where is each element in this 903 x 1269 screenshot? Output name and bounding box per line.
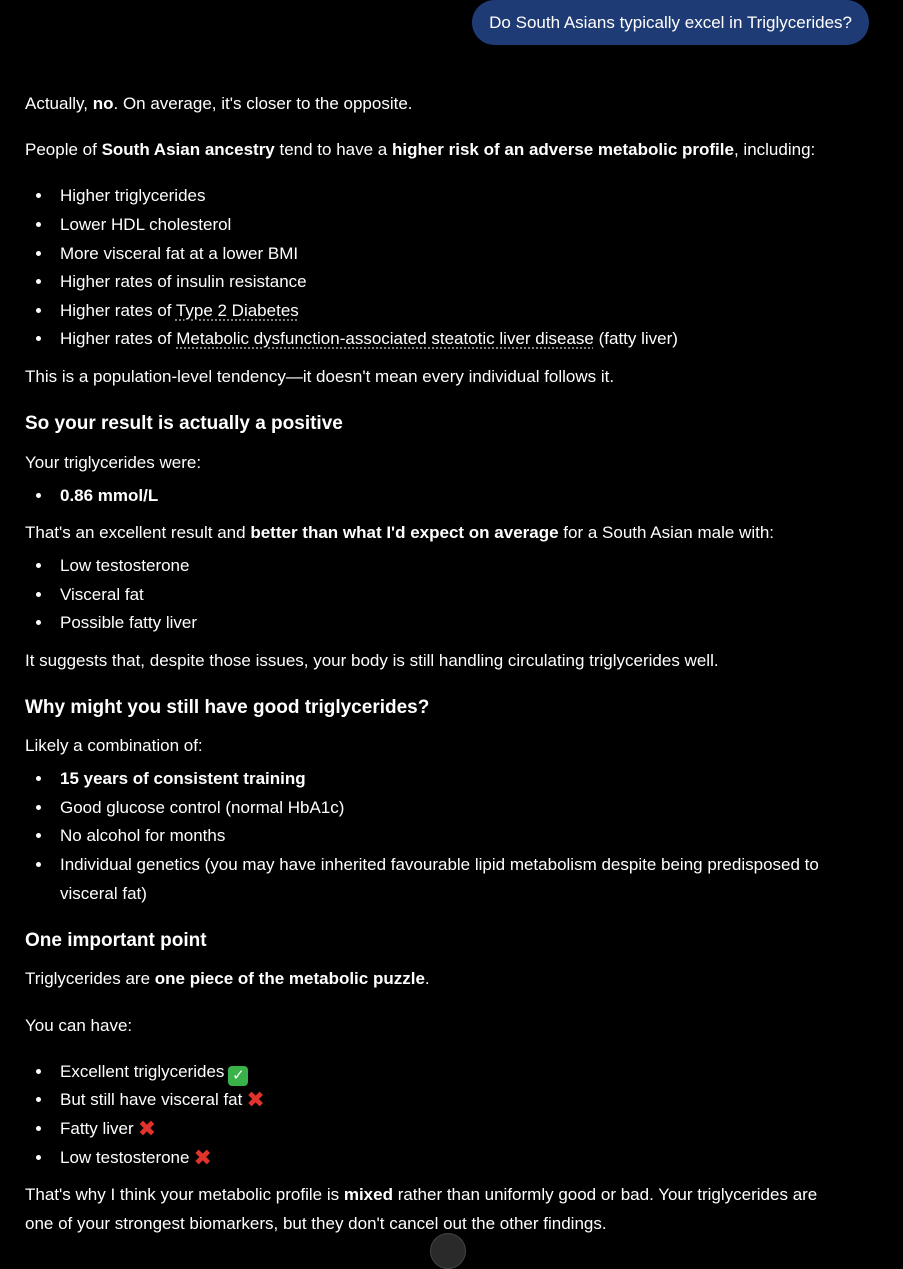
- final-text-end: rather than uniformly good or bad. Your triglycerides are: [392, 1185, 818, 1204]
- list-item: [60, 324, 678, 353]
- list-item-text: Low testosterone: [60, 1148, 190, 1167]
- final-bold: mixed: [343, 1185, 393, 1204]
- section-heading: So your result is actually a positive: [25, 413, 343, 434]
- ancestry-text-end: , including:: [733, 140, 816, 159]
- list-item: Higher rates of insulin resistance: [60, 267, 307, 296]
- user-message-text: Do South Asians typically excel in Triglycerides?: [489, 13, 852, 32]
- cross-mark-icon: ✖: [246, 1087, 265, 1112]
- result-bold: better than what I'd expect on average: [250, 523, 559, 542]
- scroll-down-button[interactable]: [430, 1233, 466, 1269]
- section-lead: You can have:: [25, 1016, 133, 1035]
- ancestry-paragraph: [25, 135, 815, 164]
- type-2-diabetes-link[interactable]: Type 2 Diabetes: [175, 301, 299, 320]
- ancestry-text-mid: tend to have a: [274, 140, 392, 159]
- list-item: More visceral fat at a lower BMI: [60, 239, 298, 268]
- list-item: [60, 1085, 265, 1114]
- list-item-text: But still have visceral fat: [60, 1090, 243, 1109]
- list-item: Lower HDL cholesterol: [60, 210, 231, 239]
- list-item: Higher triglycerides: [60, 181, 206, 210]
- puzzle-bold: one piece of the metabolic puzzle: [154, 969, 425, 988]
- conclusion-paragraph: It suggests that, despite those issues, your body is still handling circulating triglycerides well.: [25, 651, 719, 670]
- triglyceride-value: 0.86 mmol/L: [60, 486, 159, 505]
- list-item: Good glucose control (normal HbA1c): [60, 793, 344, 822]
- list-item: [60, 1114, 156, 1143]
- list-item: [60, 764, 306, 793]
- puzzle-text-end: .: [424, 969, 430, 988]
- section-lead: Your triglycerides were:: [25, 453, 202, 472]
- list-item: Possible fatty liver: [60, 608, 197, 637]
- intro-text-end: . On average, it's closer to the opposite.: [113, 94, 413, 113]
- cross-mark-icon: ✖: [193, 1145, 212, 1170]
- ancestry-text: People of: [25, 140, 102, 159]
- list-item: [60, 296, 299, 325]
- section-heading: Why might you still have good triglycerides?: [25, 697, 430, 718]
- list-item: Visceral fat: [60, 580, 144, 609]
- masld-link[interactable]: Metabolic dysfunction-associated steatotic liver disease: [176, 329, 594, 348]
- list-item-text: Individual genetics (you may have inherited favourable lipid metabolism despite being predisposed to: [60, 855, 819, 874]
- cross-mark-icon: ✖: [137, 1116, 157, 1141]
- list-item: [60, 1057, 248, 1086]
- final-paragraph: [25, 1180, 817, 1238]
- list-item: [60, 850, 819, 908]
- puzzle-paragraph: [25, 964, 430, 993]
- list-item: [60, 1143, 212, 1172]
- list-item: No alcohol for months: [60, 821, 225, 850]
- list-item-bold: 15 years of consistent training: [60, 769, 306, 788]
- list-item-text: Fatty liver: [60, 1119, 134, 1138]
- section-heading: One important point: [25, 930, 207, 951]
- intro-paragraph: [25, 89, 413, 118]
- puzzle-text: Triglycerides are: [25, 969, 155, 988]
- result-text: That's an excellent result and: [25, 523, 251, 542]
- list-item-text-cont: visceral fat): [60, 884, 147, 903]
- list-item-text: Excellent triglycerides: [60, 1062, 225, 1081]
- intro-bold: no: [92, 94, 114, 113]
- ancestry-bold: South Asian ancestry: [101, 140, 275, 159]
- intro-text: Actually,: [25, 94, 93, 113]
- list-item: [60, 481, 158, 510]
- list-item-text: Higher rates of: [60, 329, 177, 348]
- final-text: That's why I think your metabolic profile is: [25, 1185, 344, 1204]
- final-text-line2: one of your strongest biomarkers, but they don't cancel out the other findings.: [25, 1214, 607, 1233]
- result-text-end: for a South Asian male with:: [558, 523, 775, 542]
- population-note: This is a population-level tendency—it doesn't mean every individual follows it.: [25, 367, 615, 386]
- list-item-text: Higher rates of: [60, 301, 176, 320]
- risk-bold: higher risk of an adverse metabolic profile: [391, 140, 734, 159]
- section-lead: Likely a combination of:: [25, 736, 203, 755]
- list-item: Low testosterone: [60, 551, 189, 580]
- check-mark-icon: ✓: [228, 1066, 248, 1086]
- list-item-text-end: (fatty liver): [593, 329, 678, 348]
- user-message-bubble: [472, 0, 869, 45]
- result-paragraph: [25, 518, 774, 547]
